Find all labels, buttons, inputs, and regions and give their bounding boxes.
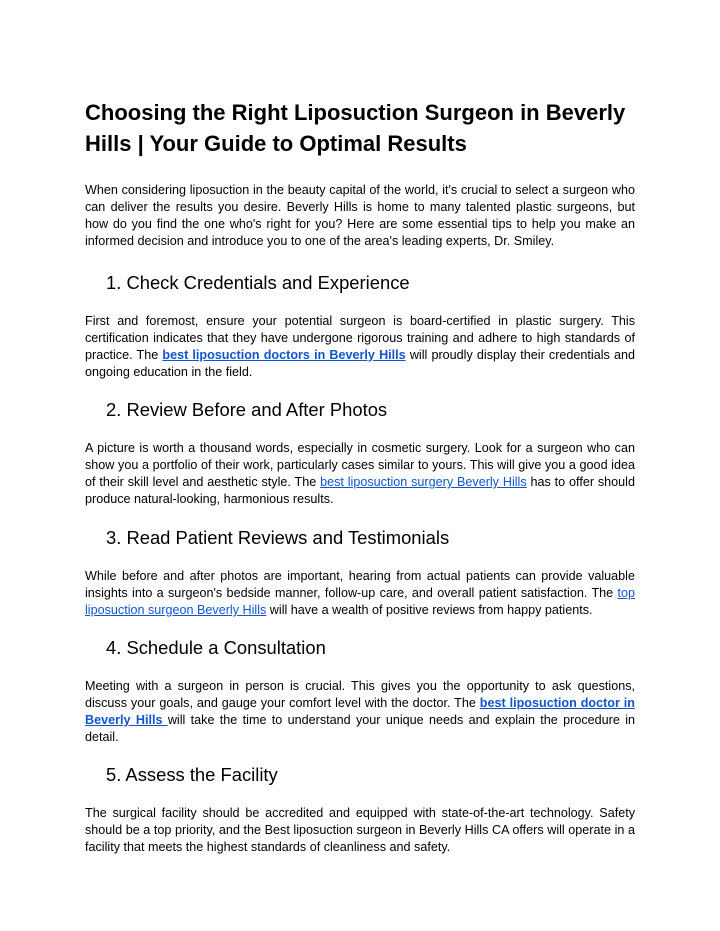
paragraph-text: will take the time to understand your unique needs and explain the procedure in detail. xyxy=(85,713,636,744)
best-liposuction-doctor-link[interactable]: best liposuction doctor in Beverly Hills xyxy=(85,696,635,727)
paragraph-text: will have a wealth of positive reviews from happy patients. xyxy=(266,603,593,617)
section-paragraph-credentials xyxy=(85,313,635,381)
document-body xyxy=(85,97,635,856)
section-heading-facility: 5. Assess the Facility xyxy=(106,764,278,785)
paragraph-text: While before and after photos are important, hearing from actual patients can provide valuable insights into a surgeon's bedside manner, follow-up care, and overall patient satisfaction. The xyxy=(85,569,635,600)
paragraph-text: will proudly display their credentials and ongoing education in the field. xyxy=(85,348,635,379)
paragraph-text: has to offer should produce natural-looking, harmonious results. xyxy=(85,475,635,506)
best-liposuction-doctors-link[interactable]: best liposuction doctors in Beverly Hills xyxy=(162,348,406,362)
section-heading-consultation: 4. Schedule a Consultation xyxy=(106,637,326,658)
section-heading-photos: 2. Review Before and After Photos xyxy=(106,399,388,420)
paragraph-text: A picture is worth a thousand words, especially in cosmetic surgery. Look for a surgeon who can show you a portfolio of their work, particularly cases similar to yours. This will give you a good idea of their skill level and aesthetic style. The xyxy=(85,441,635,489)
top-liposuction-surgeon-link[interactable]: top liposuction surgeon Beverly Hills xyxy=(85,586,635,617)
intro-paragraph: When considering liposuction in the beauty capital of the world, it's crucial to select a surgeon who can deliver the results you desire. Beverly Hills is home to many talented plastic surgeons, but how do you find the one who's right for you? Here are some essential tips to help you make an informed decision and introduce you to one of the area's leading experts, Dr. Smiley. xyxy=(85,183,635,248)
section-paragraph-facility: The surgical facility should be accredited and equipped with state-of-the-art technology. Safety should be a top priority, and the Best liposuction surgeon in Beverly Hills CA offers will operate in a facility that meets the highest standards of cleanliness and safety. xyxy=(85,806,635,854)
section-paragraph-reviews xyxy=(85,568,635,619)
section-paragraph-consultation xyxy=(85,678,635,746)
section-paragraph-photos xyxy=(85,440,635,508)
section-heading-reviews: 3. Read Patient Reviews and Testimonials xyxy=(106,527,450,548)
page-title: Choosing the Right Liposuction Surgeon in Beverly Hills | Your Guide to Optimal Results xyxy=(85,100,626,156)
paragraph-text: Meeting with a surgeon in person is crucial. This gives you the opportunity to ask questions, discuss your goals, and gauge your comfort level with the doctor. The xyxy=(85,679,635,710)
paragraph-text: First and foremost, ensure your potential surgeon is board-certified in plastic surgery. This certification indicates that they have undergone rigorous training and adhere to high standards of practice. The xyxy=(85,314,635,362)
section-heading-credentials: 1. Check Credentials and Experience xyxy=(106,272,410,293)
best-liposuction-surgery-link[interactable]: best liposuction surgery Beverly Hills xyxy=(320,475,527,489)
